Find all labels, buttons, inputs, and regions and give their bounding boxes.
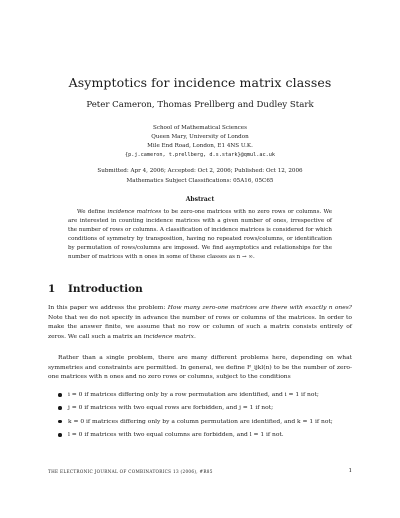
- intro-paragraph-1: In this paper we address the problem: How many zero-one matrices are there with exactly n ones? Note that we do not specify in advance the number of rows or columns of the matrices. In order to make the answer finite, we assume that no row or column of such a matrix consists entirely of zeros. We call such a matrix an incidence matrix.: [48, 304, 352, 341]
- section-title: Introduction: [68, 283, 143, 295]
- page-footer: [48, 469, 352, 474]
- submission-dates: Submitted: Apr 4, 2006; Accepted: Oct 2, 2006; Published: Oct 12, 2006: [97, 168, 303, 174]
- list-item: l = 0 if matrices with two equal columns are forbidden, and l = 1 if not.: [58, 430, 352, 439]
- section-number: 1: [48, 283, 56, 295]
- bullet-icon: [58, 420, 62, 424]
- abstract-body: We define incidence matrices to be zero-one matrices with no zero rows or columns. We are interested in counting incidence matrices with a given number of ones, irrespective of the number of rows or columns. A classification of incidence matrices is considered for which conditions of symmetry by transposition, having no repeated rows/columns, or identification by permutation of rows/columns are imposed. We find asymptotics and relationships for the number of matrices with n ones in some of these classes as n → ∞.: [68, 209, 332, 260]
- journal-volume: 13 (2006), #R85: [173, 469, 213, 474]
- subject-classifications: Mathematics Subject Classifications: 05A16, 05C65: [126, 178, 274, 184]
- affiliation-school: School of Mathematical Sciences: [152, 125, 247, 131]
- author-list: Peter Cameron, Thomas Prellberg and Dudley Stark: [86, 100, 314, 110]
- intro-question: How many zero-one matrices are there with exactly n ones?: [167, 304, 352, 311]
- affiliation-university: Queen Mary, University of London: [151, 134, 249, 140]
- abstract-term: incidence matrices: [107, 209, 162, 215]
- affiliation-address: Mile End Road, London, E1 4NS U.K.: [147, 143, 253, 149]
- page-number: 1: [348, 468, 352, 474]
- paper-title: Asymptotics for incidence matrix classes: [68, 75, 332, 90]
- intro-paragraph-2: Rather than a single problem, there are many different problems here, depending on what symmetries and constraints are permitted. In general, we define F_ijkl(n) to be the number of zero-one matrices with n ones and no zero rows or columns, subject to the conditions: [48, 354, 352, 381]
- bullet-icon: [58, 433, 62, 437]
- bullet-icon: [58, 406, 62, 410]
- section-heading: [48, 283, 143, 295]
- author-emails: {p.j.cameron, t.prellberg, d.s.stark}@qmul.ac.uk: [125, 152, 275, 158]
- list-item: i = 0 if matrices differing only by a row permutation are identified, and i = 1 if not;: [58, 390, 352, 399]
- intro-term: incidence matrix: [143, 333, 195, 341]
- journal-name: THE ELECTRONIC JOURNAL OF COMBINATORICS: [48, 469, 172, 474]
- list-item: j = 0 if matrices with two equal rows are forbidden, and j = 1 if not;: [58, 403, 352, 412]
- condition-list: [58, 390, 352, 444]
- abstract-heading: Abstract: [185, 196, 215, 203]
- list-item: k = 0 if matrices differing only by a column permutation are identified, and k = 1 if not;: [58, 417, 352, 426]
- bullet-icon: [58, 393, 62, 397]
